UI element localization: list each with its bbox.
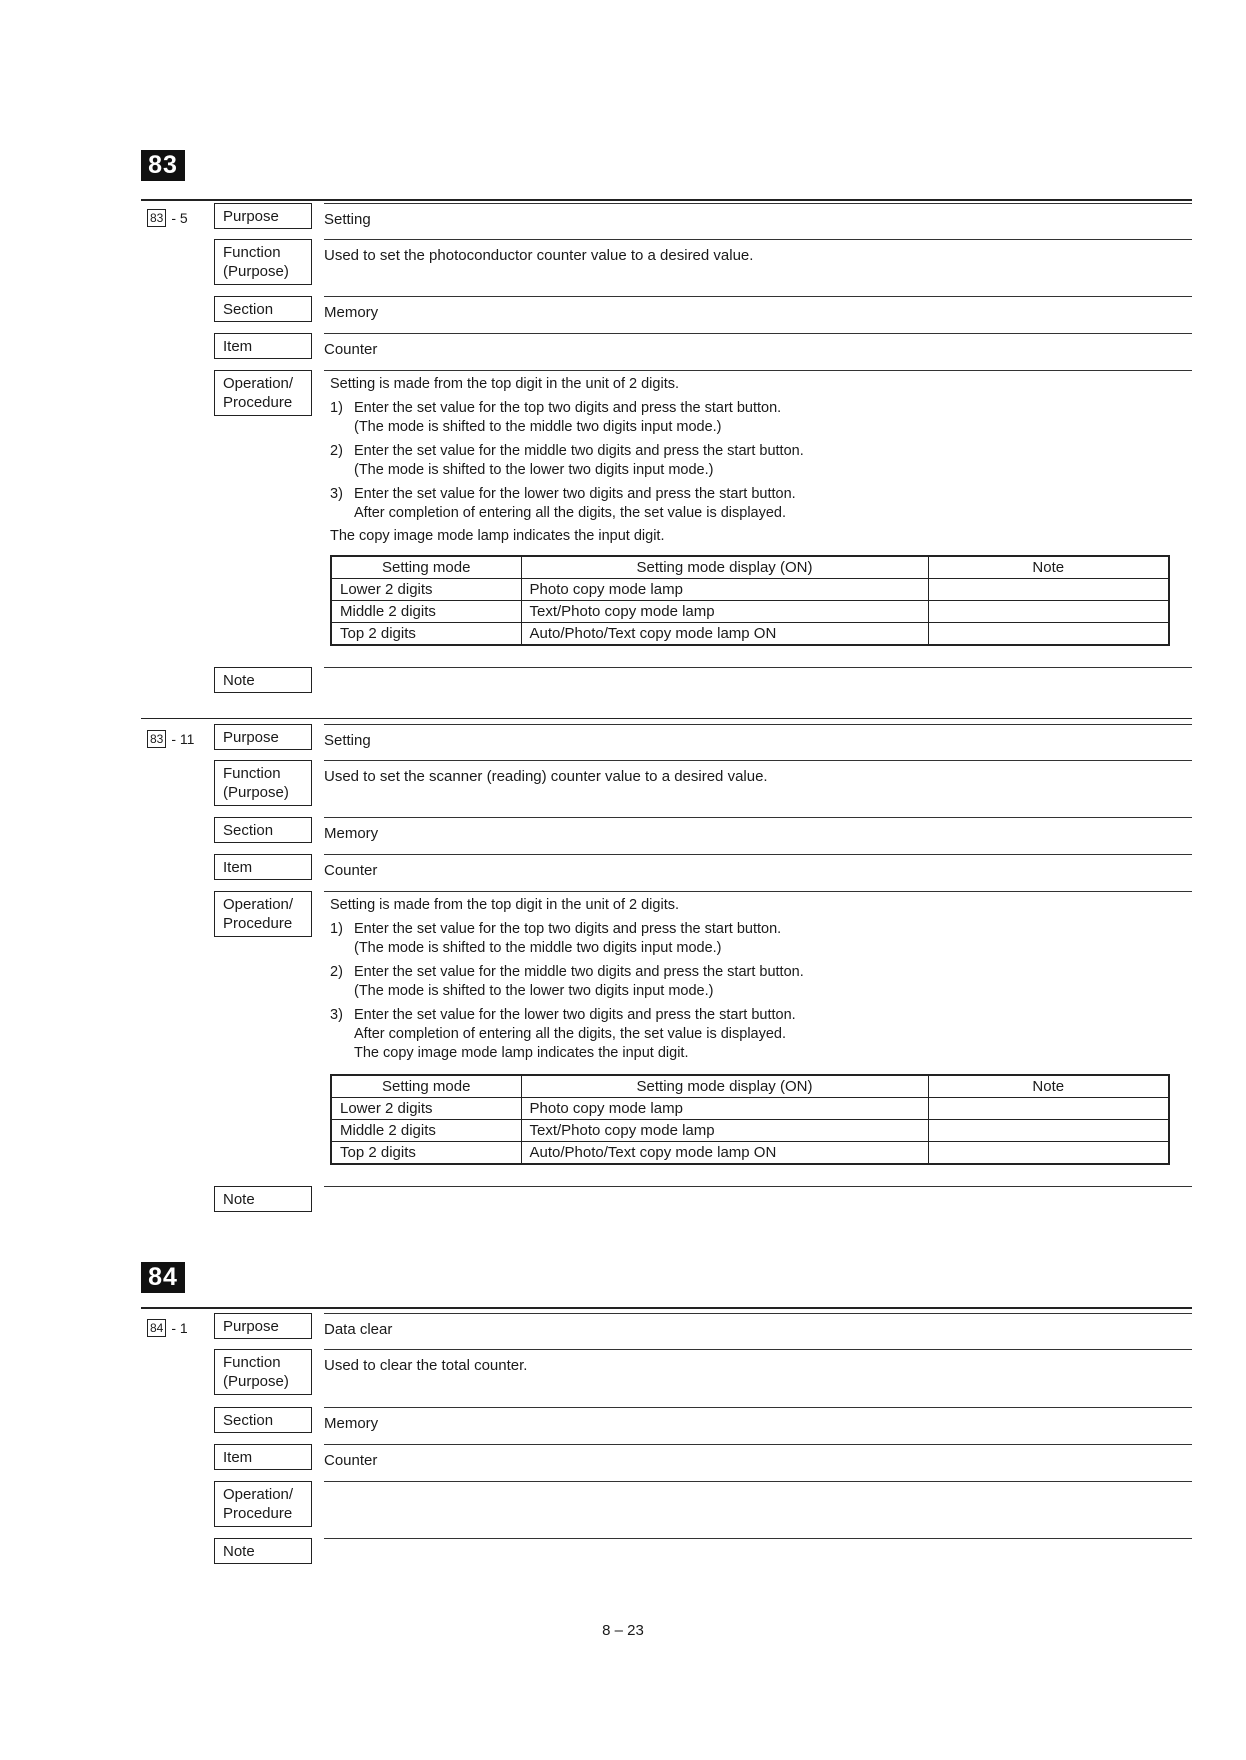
purpose-label: Purpose (214, 1313, 312, 1339)
procedure-label-line1: Operation/ (223, 896, 294, 913)
function-label (214, 1349, 312, 1395)
setting-mode-table (330, 1074, 1170, 1165)
purpose-label: Purpose (214, 203, 312, 229)
procedure-label-line1: Operation/ (223, 1486, 294, 1503)
section-rule (141, 1307, 1192, 1309)
step-subtext: (The mode is shifted to the lower two digits input mode.) (354, 462, 714, 478)
table-cell: Middle 2 digits (331, 1120, 521, 1142)
table-header-cell: Setting mode (331, 556, 521, 579)
note-value (324, 1186, 1192, 1193)
step-subtext: (The mode is shifted to the lower two digits input mode.) (354, 983, 714, 999)
table-row (331, 579, 1169, 601)
table-cell (928, 623, 1169, 646)
procedure-label-line1: Operation/ (223, 375, 294, 392)
procedure-closing: The copy image mode lamp indicates the input digit. (330, 528, 665, 544)
table-cell: Top 2 digits (331, 623, 521, 646)
entry-code (147, 209, 188, 227)
step-subtext: (The mode is shifted to the middle two digits input mode.) (354, 419, 722, 435)
note-label: Note (214, 667, 312, 693)
table-header-cell: Setting mode display (ON) (521, 1075, 928, 1098)
entry-code-box: 83 (147, 730, 166, 748)
section-label: Section (214, 296, 312, 322)
procedure-rule (324, 891, 1192, 893)
purpose-value: Data clear (324, 1313, 1192, 1339)
table-row (331, 1098, 1169, 1120)
step-subtext: (The mode is shifted to the middle two digits input mode.) (354, 940, 722, 956)
procedure-label (214, 1481, 312, 1527)
entry-code-suffix: - 11 (171, 731, 195, 747)
table-cell (928, 1142, 1169, 1165)
table-header-cell: Note (928, 1075, 1169, 1098)
step-number: 1) (330, 400, 343, 416)
entry-code-suffix: - 1 (171, 1320, 188, 1336)
page-number: 8 – 23 (602, 1622, 644, 1639)
table-cell (928, 601, 1169, 623)
table-cell (928, 579, 1169, 601)
table-row (331, 601, 1169, 623)
section-number-badge: 84 (141, 1262, 185, 1293)
table-row (331, 1142, 1169, 1165)
table-header-row (331, 556, 1169, 579)
section-value: Memory (324, 1407, 1192, 1433)
item-label: Item (214, 854, 312, 880)
procedure-label-line2: Procedure (223, 915, 293, 932)
table-cell: Auto/Photo/Text copy mode lamp ON (521, 1142, 928, 1165)
procedure-value (324, 1481, 1192, 1488)
section-value: Memory (324, 296, 1192, 322)
table-cell: Text/Photo copy mode lamp (521, 1120, 928, 1142)
procedure-label-line2: Procedure (223, 1505, 293, 1522)
item-value: Counter (324, 1444, 1192, 1470)
section-value: Memory (324, 817, 1192, 843)
table-cell: Auto/Photo/Text copy mode lamp ON (521, 623, 928, 646)
step-text: Enter the set value for the middle two digits and press the start button. (354, 964, 804, 980)
step-number: 2) (330, 443, 343, 459)
table-header-cell: Setting mode (331, 1075, 521, 1098)
procedure-intro: Setting is made from the top digit in the unit of 2 digits. (330, 897, 679, 913)
step-subtext: After completion of entering all the digits, the set value is displayed. (354, 505, 787, 521)
entry-code (147, 730, 194, 748)
note-label: Note (214, 1186, 312, 1212)
note-value (324, 1538, 1192, 1545)
table-cell: Lower 2 digits (331, 579, 521, 601)
table-cell: Text/Photo copy mode lamp (521, 601, 928, 623)
table-cell: Lower 2 digits (331, 1098, 521, 1120)
table-row (331, 1120, 1169, 1142)
function-label (214, 760, 312, 806)
item-label: Item (214, 333, 312, 359)
purpose-value: Setting (324, 724, 1192, 750)
table-cell (928, 1098, 1169, 1120)
function-value: Used to set the scanner (reading) counter value to a desired value. (324, 760, 1192, 786)
table-cell: Middle 2 digits (331, 601, 521, 623)
step-subtext: After completion of entering all the digits, the set value is displayed. (354, 1026, 787, 1042)
step-number: 1) (330, 921, 343, 937)
purpose-label: Purpose (214, 724, 312, 750)
purpose-value: Setting (324, 203, 1192, 229)
table-header-row (331, 1075, 1169, 1098)
function-label-line1: Function (223, 244, 281, 261)
note-value (324, 667, 1192, 674)
table-header-cell: Setting mode display (ON) (521, 556, 928, 579)
item-value: Counter (324, 333, 1192, 359)
step-text: Enter the set value for the lower two digits and press the start button. (354, 486, 796, 502)
table-cell: Photo copy mode lamp (521, 579, 928, 601)
table-cell (928, 1120, 1169, 1142)
entry-code (147, 1319, 188, 1337)
procedure-intro: Setting is made from the top digit in the unit of 2 digits. (330, 376, 679, 392)
function-value: Used to set the photoconductor counter value to a desired value. (324, 239, 1192, 265)
step-text: Enter the set value for the top two digits and press the start button. (354, 921, 782, 937)
entry-code-box: 83 (147, 209, 166, 227)
procedure-label (214, 891, 312, 937)
entry-code-box: 84 (147, 1319, 166, 1337)
item-value: Counter (324, 854, 1192, 880)
entry-separator-rule (141, 718, 1192, 719)
step-text: Enter the set value for the middle two digits and press the start button. (354, 443, 804, 459)
section-rule (141, 199, 1192, 201)
note-label: Note (214, 1538, 312, 1564)
procedure-closing: The copy image mode lamp indicates the input digit. (354, 1045, 689, 1061)
step-number: 2) (330, 964, 343, 980)
table-cell: Photo copy mode lamp (521, 1098, 928, 1120)
section-label: Section (214, 1407, 312, 1433)
function-label-line2: (Purpose) (223, 263, 289, 280)
table-header-cell: Note (928, 556, 1169, 579)
table-row (331, 623, 1169, 646)
function-label (214, 239, 312, 285)
function-label-line1: Function (223, 765, 281, 782)
table-cell: Top 2 digits (331, 1142, 521, 1165)
procedure-rule (324, 370, 1192, 372)
step-number: 3) (330, 486, 343, 502)
function-label-line1: Function (223, 1354, 281, 1371)
step-text: Enter the set value for the top two digits and press the start button. (354, 400, 782, 416)
function-label-line2: (Purpose) (223, 1373, 289, 1390)
function-label-line2: (Purpose) (223, 784, 289, 801)
section-number-badge: 83 (141, 150, 185, 181)
entry-code-suffix: - 5 (171, 210, 188, 226)
procedure-label (214, 370, 312, 416)
item-label: Item (214, 1444, 312, 1470)
section-label: Section (214, 817, 312, 843)
step-text: Enter the set value for the lower two digits and press the start button. (354, 1007, 796, 1023)
setting-mode-table (330, 555, 1170, 646)
step-number: 3) (330, 1007, 343, 1023)
function-value: Used to clear the total counter. (324, 1349, 1192, 1375)
procedure-label-line2: Procedure (223, 394, 293, 411)
